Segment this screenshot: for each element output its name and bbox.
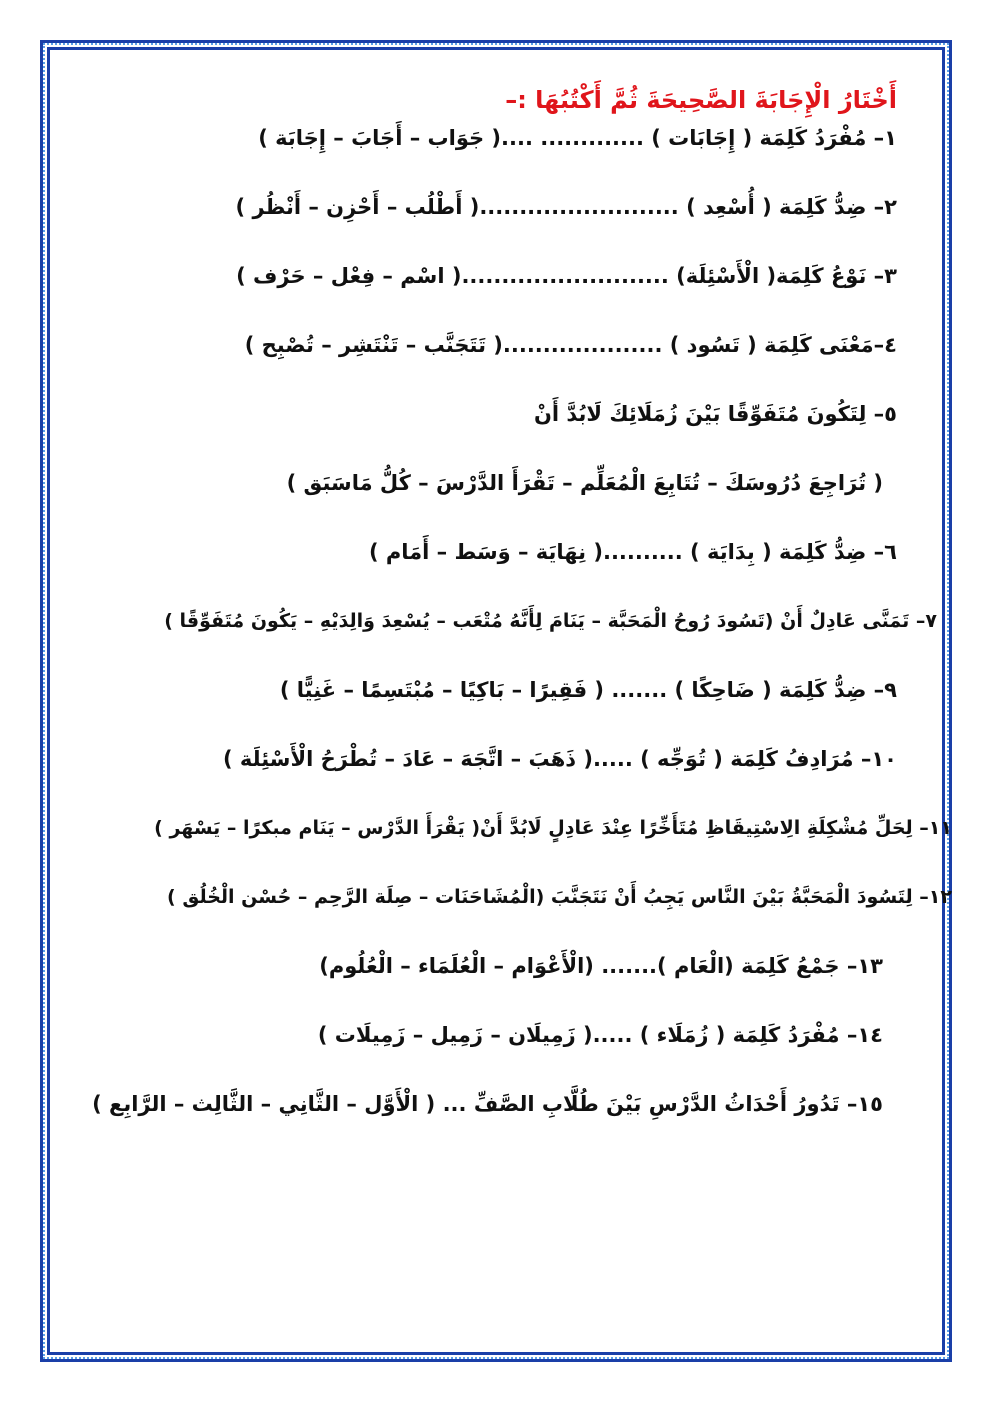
question-5: ٥– لِتَكُونَ مُتَفَوِّقًا بَيْنَ زُمَلَائِكَ لَابُدَّ أَنْ <box>533 402 897 426</box>
question-12: ١٢– لِتَسُودَ الْمَحَبَّةُ بَيْنَ النَّاس يَجِبُ أَنْ نَتَجَنَّبَ (الْمُشَاحَنَات – صِلَة الرَّحِم – حُسْن الْخُلُق ) <box>167 886 952 908</box>
question-3: ٣– نَوْعُ كَلِمَة( الْأَسْئِلَة) ..........................( اسْم – فِعْل – حَرْف ) <box>236 264 897 288</box>
question-9: ٩– ضِدُّ كَلِمَة ( ضَاحِكًا ) ....... ( فَقِيرًا – بَاكِيًا – مُبْتَسِمًا – غَنِيًّا ) <box>279 678 897 702</box>
question-5-options: ( تُرَاجِعَ دُرُوسَكَ – تُتَابِعَ الْمُعَلِّم – تَقْرَأَ الدَّرْسَ – كُلُّ مَاسَبَق ) <box>286 471 883 495</box>
question-11: ١١– لِحَلِّ مُشْكِلَةِ الِاسْتِيقَاظِ مُتَأَخِّرًا عِنْدَ عَادِلٍ لَابُدَّ أَنْ( يَقْرَأَ الدَّرْس – يَنَام مبكرًا – يَسْهَر ) <box>154 817 952 839</box>
question-1: ١– مُفْرَدُ كَلِمَة ( إِجَابَات ) ............. ....( جَوَاب – أَجَابَ – إِجَابَة ) <box>258 126 897 150</box>
question-7: ٧– تَمَنَّى عَادِلٌ أَنْ (تَسُودَ رُوحُ الْمَحَبَّة – يَنَامَ لِأَنَّهُ مُتْعَب – يُسْعِدَ وَالِدَيْهِ – يَكُونَ مُتَفَوِّقًا ) <box>164 610 937 632</box>
question-14: ١٤– مُفْرَدُ كَلِمَة ( زُمَلَاء ) .....( زَمِيلَان – زَمِيل – زَمِيلَات ) <box>317 1023 883 1047</box>
worksheet-content <box>55 80 952 1156</box>
question-15: ١٥– تَدُورُ أَحْدَاثُ الدَّرْسِ بَيْنَ طُلَّابِ الصَّفِّ ... ( الْأَوَّل – الثَّانِي – الثَّالِث – الرَّابِع ) <box>92 1092 883 1116</box>
question-10: ١٠– مُرَادِفُ كَلِمَة ( تُوَجِّه ) .....( ذَهَبَ – اتَّجَهَ – عَادَ – تُطْرَحُ الْأَسْئِلَة ) <box>223 747 897 771</box>
question-2: ٢– ضِدُّ كَلِمَة ( أُسْعِد ) .........................( أَطْلُب – أَحْزِن – أَنْظُر ) <box>235 195 897 219</box>
worksheet-heading: أَخْتَارُ الْإِجَابَةَ الصَّحِيحَةَ ثُمَّ أَكْتُبُهَا :– <box>505 86 897 114</box>
question-13: ١٣– جَمْعُ كَلِمَة (الْعَام )....... (الْأَعْوَام – الْعُلَمَاء – الْعُلُوم) <box>319 954 883 978</box>
question-6: ٦– ضِدُّ كَلِمَة ( بِدَايَة ) ..........( نِهَايَة – وَسَط – أَمَام ) <box>368 540 897 564</box>
question-4: ٤–مَعْنَى كَلِمَة ( تَسُود ) ....................( تَتَجَنَّب – تَنْتَشِر – تُصْبِح ) <box>244 333 897 357</box>
